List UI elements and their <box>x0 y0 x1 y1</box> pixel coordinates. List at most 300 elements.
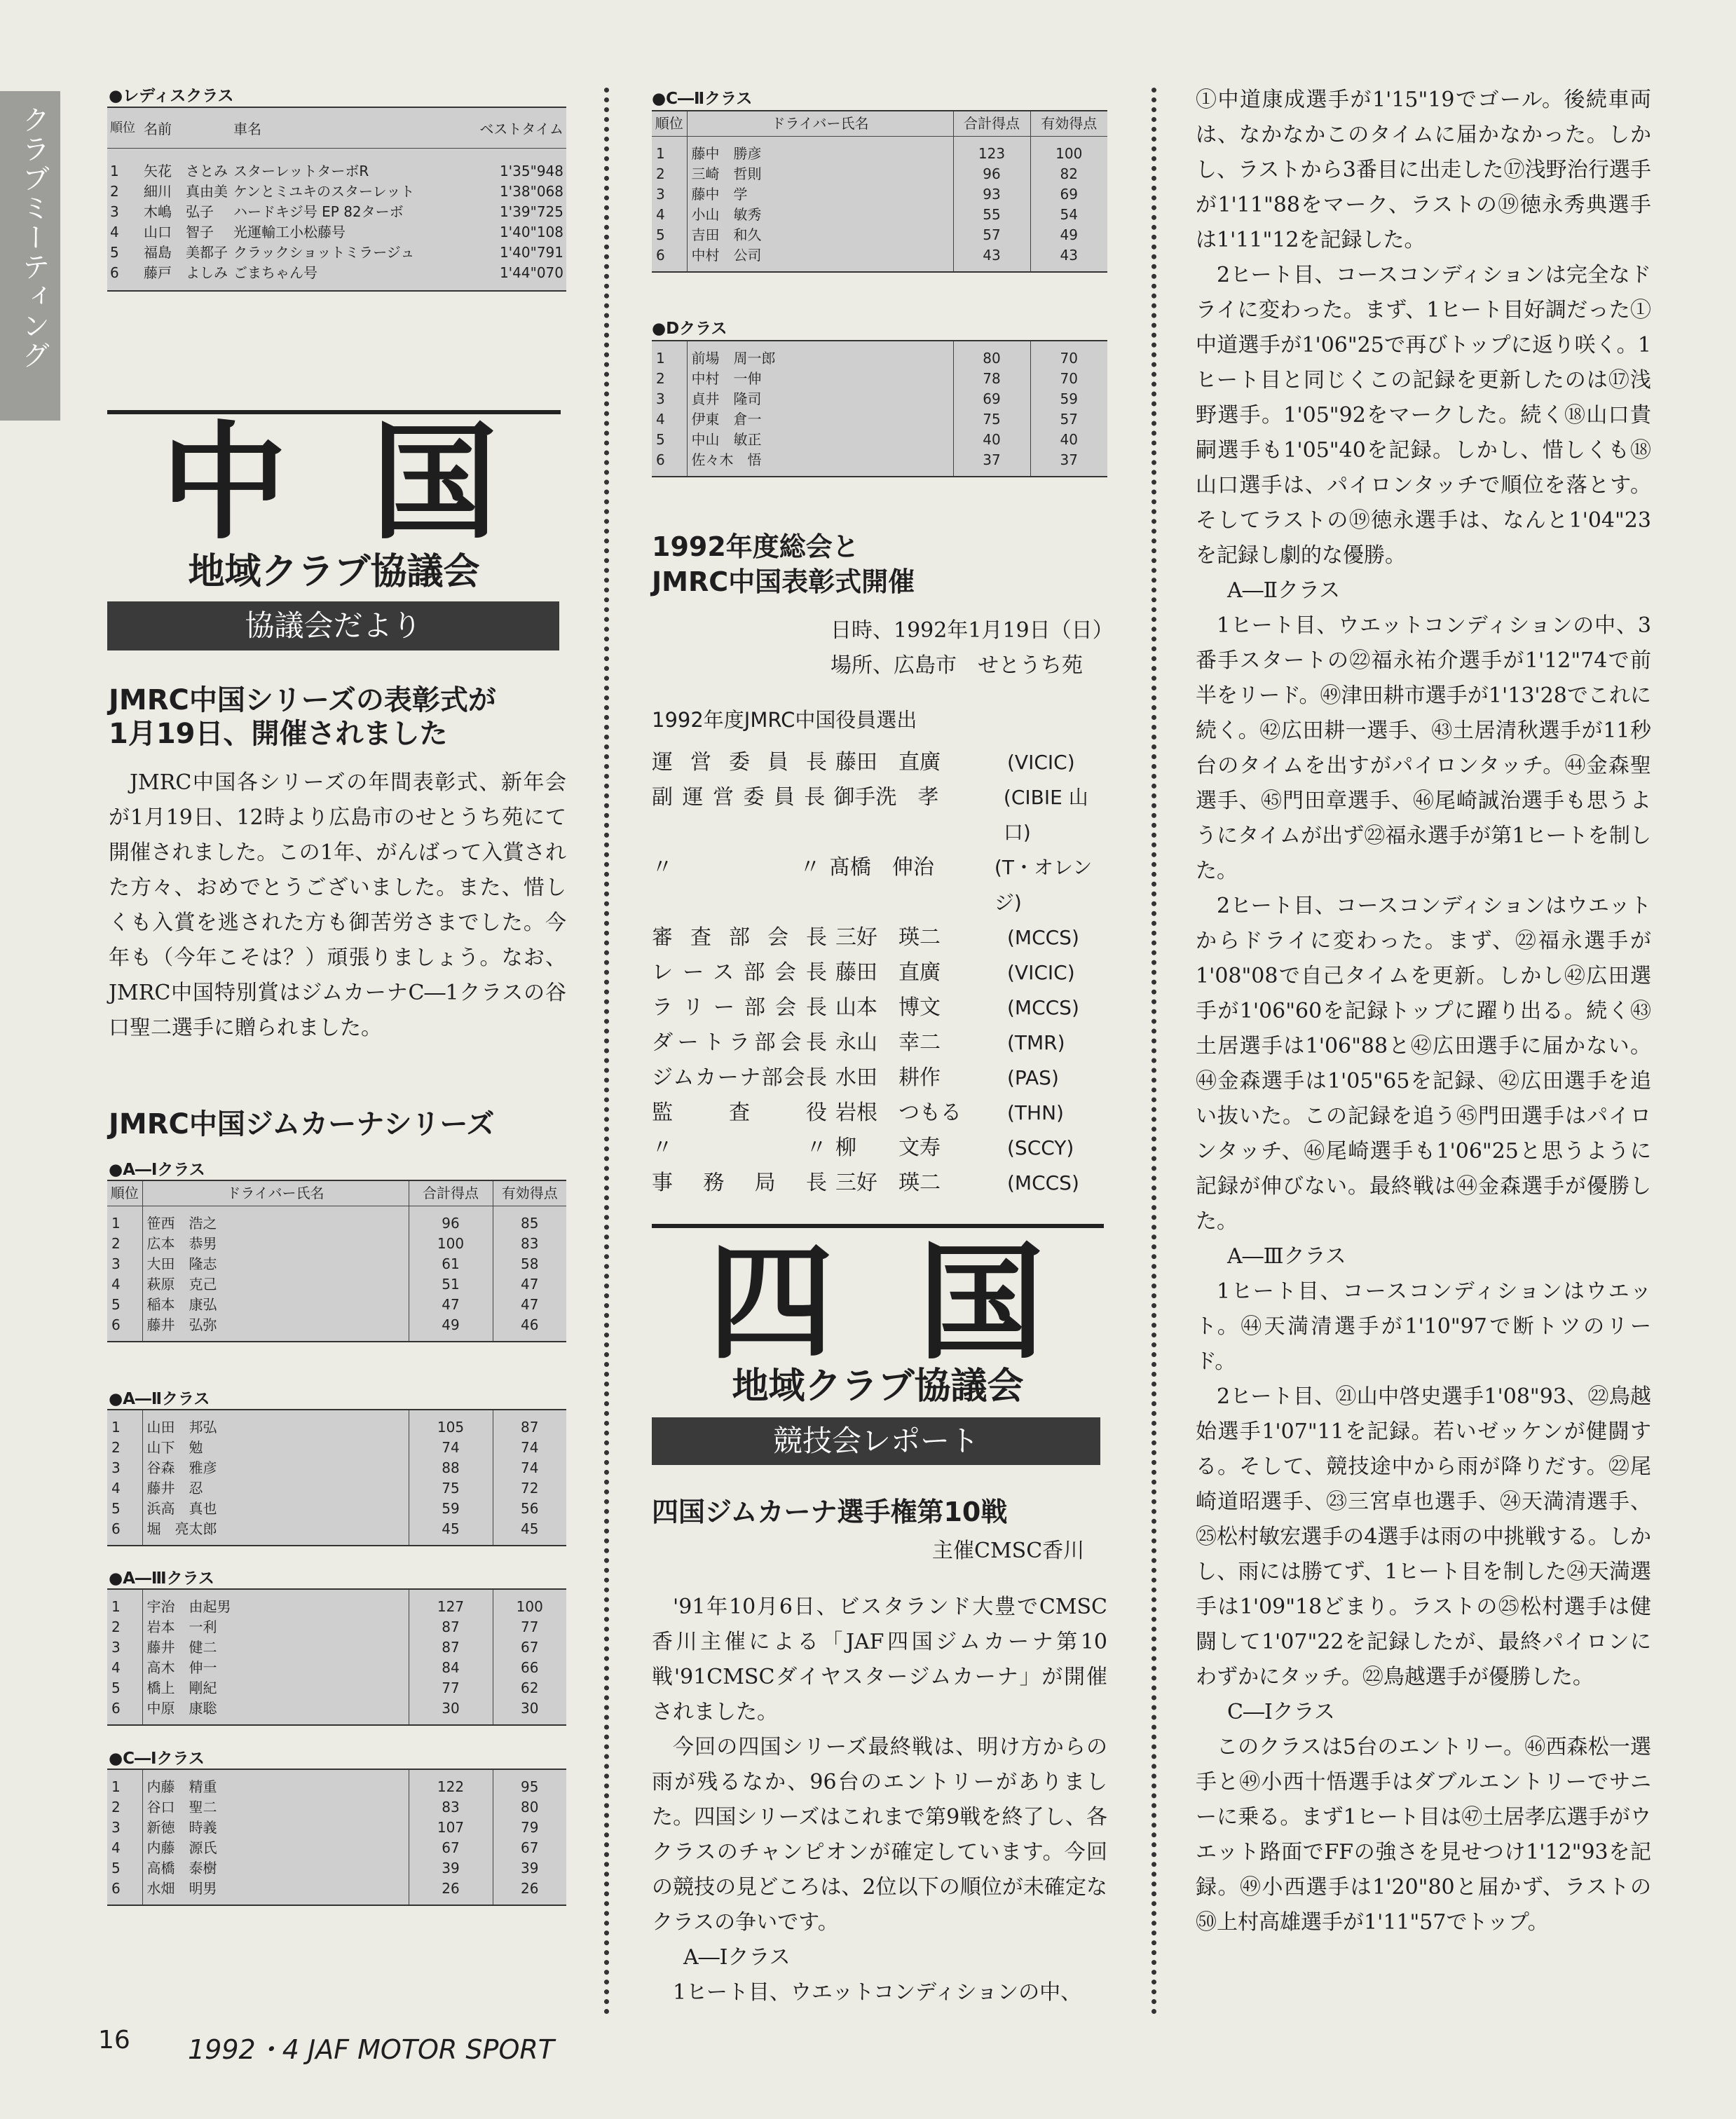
table-row <box>107 202 566 222</box>
name-cell: 細川 真由美 <box>144 183 228 200</box>
officer-club: (SCCY) <box>1007 1136 1074 1159</box>
effective-cell: 87 <box>493 1410 566 1438</box>
effective-cell: 30 <box>493 1698 566 1725</box>
driver-cell: 谷口 聖二 <box>142 1797 409 1818</box>
column-divider-2 <box>1151 88 1156 2015</box>
header-name: 名前 <box>141 107 231 149</box>
col3-paragraph-3: 1ヒート目、ウエットコンディションの中、3番手スタートの㉒福永祐介選手が1'12"74で前半をリード。㊾津田耕市選手が1'13'28でこれに続く。㊷広田耕一選手、㊸土居清秋選手が11秒台のタイムを出すがパイロンタッチ。㊹金森聖選手、㊺門田章選手、㊻尾崎誠治選手も思うようにタイムが出ず㉒福永選手が第1ヒートを制した。 <box>1196 613 1651 883</box>
total-cell: 87 <box>409 1637 493 1658</box>
rank-cell: 1 <box>111 1778 121 1795</box>
col3-paragraph-4: 2ヒート目、コースコンディションはウエットからドライに変わった。まず、㉒福永選手が1'08"08で自己タイムを更新。しかし㊷広田選手が1'06"60を記録トップに躍り出る。続く㊸土居選手は1'06"88と㊷広田選手に届かない。㊹金森選手は1'05"65を記録、㊷広田選手を追い抜いた。この記録を追う㊺門田選手はパイロンタッチ、㊻尾崎選手も1'06"25と思うように記録が伸びない。最終戦は㊹金森選手が優勝した。 <box>1196 894 1651 1234</box>
rank-cell: 1 <box>110 163 119 179</box>
meeting-headline-line2: JMRC中国表彰式開催 <box>652 566 915 597</box>
table-row <box>107 1879 566 1905</box>
effective-cell: 74 <box>493 1438 566 1458</box>
effective-cell: 39 <box>493 1858 566 1879</box>
table-row <box>652 225 1107 245</box>
section-tab <box>0 91 60 421</box>
officer-row <box>652 780 1114 850</box>
rank-cell: 3 <box>656 390 665 407</box>
meeting-info <box>831 613 1114 683</box>
officer-row <box>652 1061 1114 1096</box>
total-cell: 40 <box>953 430 1030 450</box>
total-cell: 61 <box>409 1254 493 1274</box>
rank-cell: 5 <box>656 431 665 448</box>
chugoku-headline-line2: 1月19日、開催されました <box>109 718 448 750</box>
effective-cell: 66 <box>493 1658 566 1678</box>
effective-cell: 83 <box>493 1234 566 1254</box>
total-cell: 122 <box>409 1769 493 1797</box>
rank-cell: 6 <box>656 247 665 264</box>
ladies-results-table <box>107 107 566 292</box>
name-cell: 山口 智子 <box>144 224 214 240</box>
col3-section-c1: C―Ⅰクラス <box>1227 1700 1335 1724</box>
rank-cell: 3 <box>111 1639 121 1656</box>
chugoku-article <box>109 765 566 1046</box>
officer-row <box>652 1166 1114 1201</box>
table-row <box>107 149 566 182</box>
total-cell: 30 <box>409 1698 493 1725</box>
driver-cell: 宇治 由起男 <box>142 1589 409 1617</box>
car-cell: 光運輸工小松藤号 <box>233 224 346 240</box>
header-total: 合計得点 <box>409 1180 493 1206</box>
total-cell: 80 <box>953 341 1030 369</box>
officer-row <box>652 1026 1114 1061</box>
shikoku-paragraph-1: '91年10月6日、ビスタランド大豊でCMSC香川主催による「JAF四国ジムカーナ第10戦'91CMSCダイヤスタージムカーナ」が開催されました。 <box>652 1595 1107 1724</box>
rank-cell: 1 <box>656 145 665 162</box>
table-row <box>652 450 1107 477</box>
officer-row <box>652 850 1114 920</box>
rank-cell: 2 <box>656 165 665 182</box>
table-row <box>107 1858 566 1879</box>
rank-cell: 5 <box>111 1679 121 1696</box>
officer-title: ラリー部会長 <box>652 995 827 1020</box>
table-row <box>107 1458 566 1478</box>
rank-cell: 5 <box>110 244 119 261</box>
table-row <box>652 245 1107 272</box>
total-cell: 83 <box>409 1797 493 1818</box>
time-cell: 1'39"725 <box>499 203 563 220</box>
officer-name: 御手洗 孝 <box>833 785 939 810</box>
shikoku-paragraph-3: 1ヒート目、ウエットコンディションの中、 <box>673 1980 1082 2005</box>
header-total: 合計得点 <box>953 111 1030 137</box>
name-cell: 矢花 さとみ <box>144 163 228 179</box>
chugoku-headline <box>109 683 564 751</box>
time-cell: 1'35"948 <box>499 163 563 179</box>
driver-cell: 藤中 勝彦 <box>687 137 953 165</box>
effective-cell: 85 <box>493 1206 566 1234</box>
rank-cell: 1 <box>111 1598 121 1615</box>
series-title: JMRC中国ジムカーナシリーズ <box>109 1108 495 1140</box>
effective-cell: 47 <box>493 1274 566 1295</box>
a3-class-label: ●A―Ⅲクラス <box>109 1569 214 1588</box>
table-row <box>107 1478 566 1499</box>
officer-name: 水田 耕作 <box>835 1065 941 1090</box>
total-cell: 107 <box>409 1818 493 1838</box>
officer-club: (MCCS) <box>1007 1171 1079 1194</box>
table-row <box>107 1438 566 1458</box>
rank-cell: 4 <box>656 206 665 223</box>
officer-title: 事務局長 <box>652 1171 827 1195</box>
driver-cell: 山下 勉 <box>142 1438 409 1458</box>
section-tab-label: クラブミーティング <box>18 105 50 370</box>
total-cell: 93 <box>953 184 1030 205</box>
rank-cell: 5 <box>656 226 665 243</box>
effective-cell: 58 <box>493 1254 566 1274</box>
column3-article <box>1196 83 1651 1940</box>
officer-row <box>652 990 1114 1026</box>
effective-cell: 82 <box>1030 164 1107 184</box>
shikoku-banner: 競技会レポート <box>652 1417 1100 1465</box>
total-cell: 84 <box>409 1658 493 1678</box>
c2-class-label: ●C―Ⅱクラス <box>652 90 753 108</box>
rank-cell: 3 <box>111 1255 121 1272</box>
officer-name: 藤田 直廣 <box>835 960 941 985</box>
col3-paragraph-5: 1ヒート目、コースコンディションはウエット。㊹天満清選手が1'10"97で断トツのリード。 <box>1196 1279 1651 1374</box>
rank-cell: 5 <box>111 1296 121 1313</box>
column-divider-1 <box>604 88 609 2015</box>
driver-cell: 貞井 隆司 <box>687 389 953 409</box>
a2-results-table <box>107 1409 566 1546</box>
table-row <box>652 341 1107 369</box>
rank-cell: 2 <box>110 183 119 200</box>
driver-cell: 佐々木 悟 <box>687 450 953 477</box>
officer-title: ジムカーナ部会長 <box>652 1065 827 1090</box>
col3-paragraph-1: ①中道康成選手が1'15"19でゴール。後続車両は、なかなかこのタイムに届かなかった。しかし、ラストから3番目に出走した⑰浅野治行選手が1'11"88をマーク、ラストの⑲徳永秀典選手は1'11"12を記録した。 <box>1196 88 1651 252</box>
rank-cell: 1 <box>111 1215 121 1232</box>
header-rank: 順位 <box>107 1180 142 1206</box>
total-cell: 49 <box>409 1315 493 1342</box>
table-row <box>652 389 1107 409</box>
chugoku-banner: 協議会だより <box>107 601 559 650</box>
effective-cell: 46 <box>493 1315 566 1342</box>
total-cell: 51 <box>409 1274 493 1295</box>
rank-cell: 6 <box>656 451 665 468</box>
total-cell: 87 <box>409 1617 493 1637</box>
table-row <box>107 1274 566 1295</box>
officer-club: (T・オレンジ) <box>994 856 1093 914</box>
rank-cell: 4 <box>111 1659 121 1676</box>
c2-results-table <box>652 110 1107 273</box>
officer-row <box>652 955 1114 990</box>
table-row <box>652 137 1107 165</box>
meeting-headline-line1: 1992年度総会と <box>652 531 859 562</box>
rank-cell: 4 <box>656 411 665 428</box>
officer-club: (THN) <box>1007 1101 1064 1124</box>
table-row <box>107 1410 566 1438</box>
chugoku-title: 中国 <box>161 410 582 557</box>
table-row <box>107 222 566 243</box>
total-cell: 96 <box>953 164 1030 184</box>
driver-cell: 稲本 康弘 <box>142 1295 409 1315</box>
officer-club: (CIBIE 山口) <box>1003 786 1088 844</box>
shikoku-headline: 四国ジムカーナ選手権第10戦 <box>652 1497 1008 1527</box>
rank-cell: 4 <box>110 224 119 240</box>
ladies-class-label: ●レディスクラス <box>109 87 234 105</box>
header-rank: 順位 <box>652 111 687 137</box>
table-row <box>107 1769 566 1797</box>
rank-cell: 6 <box>111 1520 121 1537</box>
time-cell: 1'40"108 <box>499 224 563 240</box>
officer-club: (MCCS) <box>1007 996 1079 1019</box>
col3-section-a2: A―Ⅱクラス <box>1227 578 1341 603</box>
header-effective: 有効得点 <box>1030 111 1107 137</box>
table-row <box>107 243 566 263</box>
officer-title: 審査部会長 <box>652 925 827 950</box>
effective-cell: 80 <box>493 1797 566 1818</box>
c1-class-label: ●C―Ⅰクラス <box>109 1750 205 1768</box>
table-row <box>107 1589 566 1617</box>
total-cell: 43 <box>953 245 1030 272</box>
driver-cell: 中村 公司 <box>687 245 953 272</box>
meeting-date: 日時、1992年1月19日（日） <box>831 618 1114 643</box>
driver-cell: 萩原 克己 <box>142 1274 409 1295</box>
officer-row <box>652 1131 1114 1166</box>
table-row <box>652 430 1107 450</box>
rank-cell: 5 <box>111 1860 121 1876</box>
table-row <box>107 1678 566 1698</box>
rank-cell: 4 <box>111 1480 121 1497</box>
rank-cell: 1 <box>656 350 665 367</box>
driver-cell: 内藤 精重 <box>142 1769 409 1797</box>
driver-cell: 吉田 和久 <box>687 225 953 245</box>
rank-cell: 2 <box>111 1799 121 1815</box>
driver-cell: 山田 邦弘 <box>142 1410 409 1438</box>
effective-cell: 37 <box>1030 450 1107 477</box>
table-row <box>107 1254 566 1274</box>
col3-paragraph-2: 2ヒート目、コースコンディションは完全なドライに変わった。まず、1ヒート目好調だった①中道選手が1'06"25で再びトップに返り咲く。1ヒート目と同じくこの記録を更新したのは⑰浅野選手。1'05"92をマークした。続く⑱山口貴嗣選手も1'05"40を記録。しかし、惜しくも⑱山口選手は、パイロンタッチで順位を落とす。そしてラストの⑲徳永選手は、なんと1'04"23を記録し劇的な優勝。 <box>1196 263 1651 568</box>
total-cell: 39 <box>409 1858 493 1879</box>
table-row <box>107 1818 566 1838</box>
driver-cell: 浜高 真也 <box>142 1499 409 1519</box>
officer-title: 副運営委員長 <box>652 785 826 810</box>
page-number: 16 <box>98 2026 130 2055</box>
driver-cell: 藤井 健二 <box>142 1637 409 1658</box>
driver-cell: 前場 周一郎 <box>687 341 953 369</box>
driver-cell: 橋上 剛紀 <box>142 1678 409 1698</box>
driver-cell: 三崎 哲則 <box>687 164 953 184</box>
officer-name: 三好 瑛二 <box>835 1171 941 1195</box>
name-cell: 藤戸 よしみ <box>144 264 228 281</box>
officer-name: 岩根 つもる <box>835 1101 962 1125</box>
table-row <box>107 263 566 291</box>
effective-cell: 70 <box>1030 369 1107 389</box>
driver-cell: 広本 恭男 <box>142 1234 409 1254</box>
driver-cell: 岩本 一利 <box>142 1617 409 1637</box>
total-cell: 123 <box>953 137 1030 165</box>
rank-cell: 5 <box>111 1500 121 1517</box>
effective-cell: 49 <box>1030 225 1107 245</box>
table-row <box>107 1295 566 1315</box>
driver-cell: 藤中 学 <box>687 184 953 205</box>
col3-paragraph-6: 2ヒート目、㉑山中啓史選手1'08"93、㉒鳥越始選手1'07"11を記録。若いゼッケンが健闘する。そして、競技途中から雨が降りだす。㉒尾崎道昭選手、㉓三宮卓也選手、㉔天満清選手、㉕松村敏宏選手の4選手は雨の中挑戦する。しかし、雨には勝てず、1ヒート目を制した㉔天満選手は1'09"18どまり。ラストの㉕松村選手は健闘して1'07"22を記録したが、最終パイロンにわずかにタッチ。㉒鳥越選手が優勝した。 <box>1196 1384 1651 1689</box>
car-cell: クラックショットミラージュ <box>233 244 415 261</box>
total-cell: 75 <box>953 409 1030 430</box>
header-effective: 有効得点 <box>493 1180 566 1206</box>
a3-results-table <box>107 1588 566 1726</box>
effective-cell: 74 <box>493 1458 566 1478</box>
officer-club: (PAS) <box>1007 1066 1059 1089</box>
shikoku-organizer: 主催CMSC香川 <box>932 1539 1085 1563</box>
rank-cell: 4 <box>111 1839 121 1856</box>
a2-class-label: ●A―Ⅱクラス <box>109 1390 210 1408</box>
total-cell: 100 <box>409 1234 493 1254</box>
total-cell: 127 <box>409 1589 493 1617</box>
driver-cell: 谷森 雅彦 <box>142 1458 409 1478</box>
effective-cell: 54 <box>1030 205 1107 225</box>
chugoku-article-body: JMRC中国各シリーズの年間表彰式、新年会が1月19日、12時より広島市のせとうち苑にて開催されました。この1年、がんばって入賞された方々、おめでとうございました。また、惜しくも入賞を逃された方も御苦労さまでした。今年も（今年こそは？）頑張りましょう。なお、JMRC中国特別賞はジムカーナC―1クラスの谷口聖二選手に贈られました。 <box>109 770 566 1040</box>
officer-name: 藤田 直廣 <box>835 750 941 775</box>
total-cell: 69 <box>953 389 1030 409</box>
effective-cell: 69 <box>1030 184 1107 205</box>
shikoku-paragraph-2: 今回の四国シリーズ最終戦は、明け方からの雨が残るなか、96台のエントリーがありました。四国シリーズはこれまで第9戦を終了し、各クラスのチャンピオンが確定しています。今回の競技の見どころは、2位以下の順位が未確定なクラスの争いです。 <box>652 1735 1107 1935</box>
officers-title: 1992年度JMRC中国役員選出 <box>652 708 917 732</box>
car-cell: ごまちゃん号 <box>233 264 317 281</box>
officer-row <box>652 745 1114 780</box>
shikoku-article <box>652 1590 1107 2010</box>
total-cell: 45 <box>409 1519 493 1546</box>
driver-cell: 中山 敏正 <box>687 430 953 450</box>
total-cell: 37 <box>953 450 1030 477</box>
header-driver: ドライバー氏名 <box>142 1180 409 1206</box>
officer-name: 永山 幸二 <box>835 1030 941 1055</box>
table-row <box>107 1206 566 1234</box>
car-cell: ハードキジ号 EP 82ターボ <box>233 203 404 220</box>
rank-cell: 6 <box>111 1316 121 1333</box>
driver-cell: 中村 一伸 <box>687 369 953 389</box>
chugoku-subtitle: 地域クラブ協議会 <box>188 551 480 593</box>
table-row <box>107 182 566 202</box>
driver-cell: 伊東 倉一 <box>687 409 953 430</box>
driver-cell: 大田 隆志 <box>142 1254 409 1274</box>
header-rank: 順位 <box>107 107 141 149</box>
officer-club: (VICIC) <box>1007 751 1075 774</box>
total-cell: 26 <box>409 1879 493 1905</box>
car-cell: スターレットターボR <box>233 163 369 179</box>
total-cell: 59 <box>409 1499 493 1519</box>
time-cell: 1'40"791 <box>499 244 563 261</box>
effective-cell: 56 <box>493 1499 566 1519</box>
meeting-place: 場所、広島市 せとうち苑 <box>831 653 1083 678</box>
officer-title: 監査役 <box>652 1101 827 1125</box>
officer-row <box>652 920 1114 955</box>
table-row <box>107 1698 566 1725</box>
table-row <box>107 1519 566 1546</box>
effective-cell: 72 <box>493 1478 566 1499</box>
total-cell: 47 <box>409 1295 493 1315</box>
officer-title: ダートラ部会長 <box>652 1030 827 1055</box>
table-row <box>107 1838 566 1858</box>
table-row <box>107 1617 566 1637</box>
table-row <box>107 1797 566 1818</box>
total-cell: 78 <box>953 369 1030 389</box>
officer-club: (MCCS) <box>1007 926 1079 949</box>
effective-cell: 62 <box>493 1678 566 1698</box>
a1-results-table <box>107 1180 566 1342</box>
total-cell: 77 <box>409 1678 493 1698</box>
effective-cell: 67 <box>493 1637 566 1658</box>
a1-class-label: ●A―Ⅰクラス <box>109 1161 205 1179</box>
table-row <box>652 369 1107 389</box>
rank-cell: 6 <box>110 264 119 281</box>
header-driver: ドライバー氏名 <box>687 111 953 137</box>
rank-cell: 6 <box>111 1700 121 1717</box>
officer-name: 髙橋 伸治 <box>828 855 934 880</box>
effective-cell: 57 <box>1030 409 1107 430</box>
driver-cell: 藤井 忍 <box>142 1478 409 1499</box>
rank-cell: 6 <box>111 1880 121 1897</box>
car-cell: ケンとミユキのスターレット <box>233 183 415 200</box>
total-cell: 105 <box>409 1410 493 1438</box>
rank-cell: 2 <box>111 1235 121 1252</box>
rank-cell: 2 <box>111 1619 121 1635</box>
rank-cell: 3 <box>656 186 665 203</box>
table-row <box>107 1234 566 1254</box>
officer-name: 柳 文寿 <box>835 1136 941 1160</box>
officer-club: (TMR) <box>1007 1031 1065 1054</box>
table-row <box>107 1315 566 1342</box>
table-row <box>107 1637 566 1658</box>
driver-cell: 水畑 明男 <box>142 1879 409 1905</box>
driver-cell: 高橋 泰樹 <box>142 1858 409 1879</box>
c1-results-table <box>107 1769 566 1906</box>
rank-cell: 3 <box>111 1459 121 1476</box>
officer-title: レース部会長 <box>652 960 827 985</box>
table-row <box>107 1658 566 1678</box>
effective-cell: 59 <box>1030 389 1107 409</box>
effective-cell: 45 <box>493 1519 566 1546</box>
effective-cell: 40 <box>1030 430 1107 450</box>
driver-cell: 内藤 源氏 <box>142 1838 409 1858</box>
effective-cell: 43 <box>1030 245 1107 272</box>
rank-cell: 3 <box>111 1819 121 1836</box>
driver-cell: 新徳 時義 <box>142 1818 409 1838</box>
magazine-name: 1992・4 JAF MOTOR SPORT <box>188 2034 554 2065</box>
total-cell: 96 <box>409 1206 493 1234</box>
d-class-label: ●Dクラス <box>652 320 727 338</box>
total-cell: 67 <box>409 1838 493 1858</box>
total-cell: 75 <box>409 1478 493 1499</box>
table-row <box>652 409 1107 430</box>
effective-cell: 95 <box>493 1769 566 1797</box>
officer-row <box>652 1096 1114 1131</box>
officer-name: 山本 博文 <box>835 995 941 1020</box>
shikoku-section-a1: A―Ⅰクラス <box>683 1945 791 1970</box>
table-row <box>652 184 1107 205</box>
officers-list <box>652 745 1114 1201</box>
d-results-table <box>652 340 1107 477</box>
table-row <box>652 205 1107 225</box>
effective-cell: 100 <box>493 1589 566 1617</box>
table-row <box>107 1499 566 1519</box>
total-cell: 55 <box>953 205 1030 225</box>
driver-cell: 堀 亮太郎 <box>142 1519 409 1546</box>
officer-name: 三好 瑛二 <box>835 925 941 950</box>
shikoku-subtitle: 地域クラブ協議会 <box>732 1365 1024 1408</box>
driver-cell: 笹西 浩之 <box>142 1206 409 1234</box>
table-row <box>652 164 1107 184</box>
rank-cell: 4 <box>111 1276 121 1293</box>
effective-cell: 79 <box>493 1818 566 1838</box>
total-cell: 88 <box>409 1458 493 1478</box>
effective-cell: 67 <box>493 1838 566 1858</box>
total-cell: 57 <box>953 225 1030 245</box>
driver-cell: 高木 伸一 <box>142 1658 409 1678</box>
officer-title: 〃 〃 <box>652 1136 827 1160</box>
time-cell: 1'38"068 <box>499 183 563 200</box>
effective-cell: 47 <box>493 1295 566 1315</box>
officer-title: 運営委員長 <box>652 750 827 775</box>
